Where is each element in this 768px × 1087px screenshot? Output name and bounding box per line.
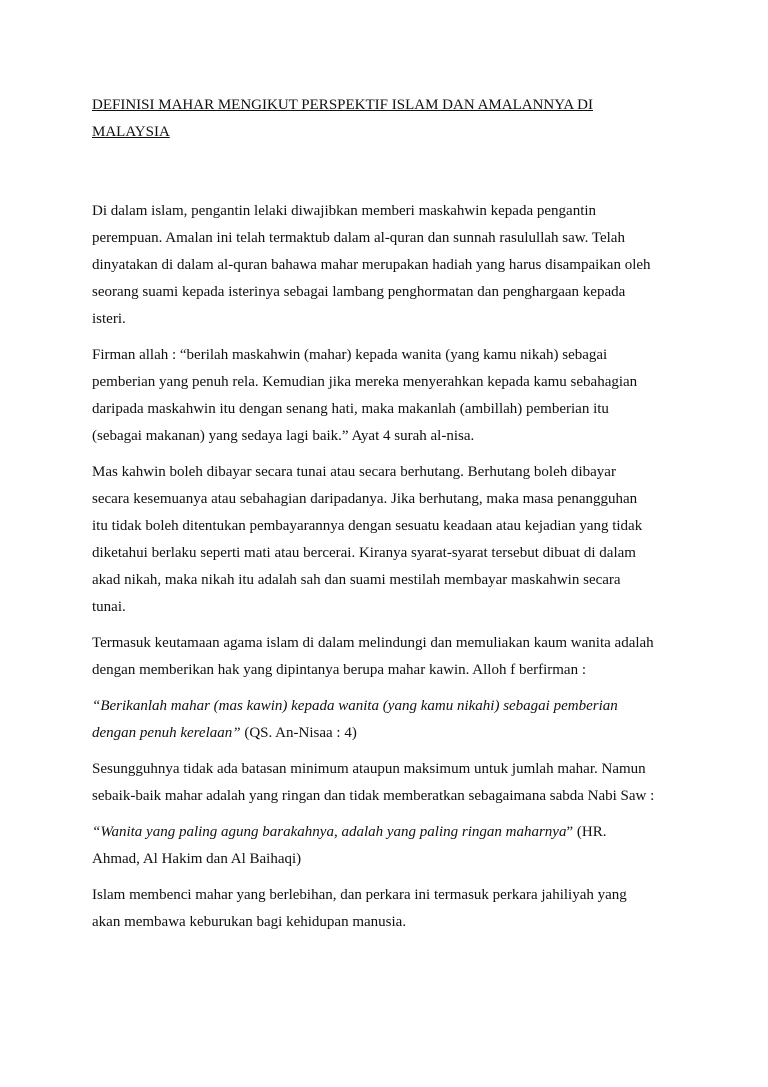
text-line: daripada maskahwin itu dengan senang hati, maka makanlah (ambillah) pemberian itu — [92, 401, 609, 417]
text-line: pemberian yang penuh rela. Kemudian jika mereka menyerahkan kepada kamu sebahagian — [92, 374, 638, 390]
text-line: diketahui berlaku seperti mati atau bercerai. Kiranya syarat-syarat tersebut dibuat di dalam — [92, 545, 636, 561]
text-line: dengan memberikan hak yang dipintanya berupa mahar kawin. Alloh f berfirman : — [92, 662, 587, 678]
quote-text: dengan penuh kerelaan” — [92, 725, 241, 741]
quote-text: “Berikanlah mahar (mas kawin) kepada wanita (yang kamu nikahi) sebagai pemberian — [92, 698, 618, 714]
text-line: (sebagai makanan) yang sedaya lagi baik.” Ayat 4 surah al-nisa. — [92, 428, 475, 444]
paragraph-payment — [92, 459, 692, 621]
text-line: Islam membenci mahar yang berlebihan, dan perkara ini termasuk perkara jahiliyah yang — [92, 887, 627, 903]
text-line: Mas kahwin boleh dibayar secara tunai atau secara berhutang. Berhutang boleh dibayar — [92, 464, 616, 480]
text-line: Firman allah : “berilah maskahwin (mahar) kepada wanita (yang kamu nikah) sebagai — [92, 347, 608, 363]
text-line: Termasuk keutamaan agama islam di dalam melindungi dan memuliakan kaum wanita adalah — [92, 635, 654, 651]
text-line: itu tidak boleh ditentukan pembayarannya dengan sesuatu keadaan atau kejadian yang tidak — [92, 518, 643, 534]
hadith-reference: ” (HR. — [566, 824, 607, 840]
hadith-text: adalah yang paling ringan maharnya — [341, 824, 567, 840]
document-title — [92, 92, 692, 146]
title-line: MALAYSIA — [92, 124, 170, 140]
paragraph-conclusion — [92, 882, 692, 936]
text-line: akan membawa keburukan bagi kehidupan manusia. — [92, 914, 407, 930]
paragraph-hadith — [92, 819, 692, 873]
text-line: perempuan. Amalan ini telah termaktub dalam al-quran dan sunnah rasulullah saw. Telah — [92, 230, 625, 246]
text-line: seorang suami kepada isterinya sebagai lambang penghormatan dan penghargaan kepada — [92, 284, 626, 300]
document-page — [92, 92, 692, 936]
hadith-comma: , — [333, 824, 342, 840]
title-line: DEFINISI MAHAR MENGIKUT PERSPEKTIF ISLAM DAN AMALANNYA DI — [92, 97, 593, 113]
text-line: Di dalam islam, pengantin lelaki diwajibkan memberi maskahwin kepada pengantin — [92, 203, 597, 219]
paragraph-quran-quote — [92, 693, 692, 747]
paragraph-firman — [92, 342, 692, 450]
hadith-text: “Wanita yang paling agung barakahnya — [92, 824, 334, 840]
quote-reference: (QS. An-Nisaa : 4) — [240, 725, 357, 741]
paragraph-intro — [92, 198, 692, 333]
text-line: tunai. — [92, 599, 126, 615]
text-line: akad nikah, maka nikah itu adalah sah dan suami mestilah membayar maskahwin secara — [92, 572, 621, 588]
text-line: isteri. — [92, 311, 126, 327]
text-line: dinyatakan di dalam al-quran bahawa mahar merupakan hadiah yang harus disampaikan oleh — [92, 257, 651, 273]
text-line: Sesungguhnya tidak ada batasan minimum ataupun maksimum untuk jumlah mahar. Namun — [92, 761, 646, 777]
paragraph-minimum — [92, 756, 692, 810]
paragraph-virtue — [92, 630, 692, 684]
text-line: secara kesemuanya atau sebahagian daripadanya. Jika berhutang, maka masa penangguhan — [92, 491, 638, 507]
text-line: sebaik-baik mahar adalah yang ringan dan tidak memberatkan sebagaimana sabda Nabi Saw : — [92, 788, 655, 804]
hadith-reference: Ahmad, Al Hakim dan Al Baihaqi) — [92, 851, 302, 867]
